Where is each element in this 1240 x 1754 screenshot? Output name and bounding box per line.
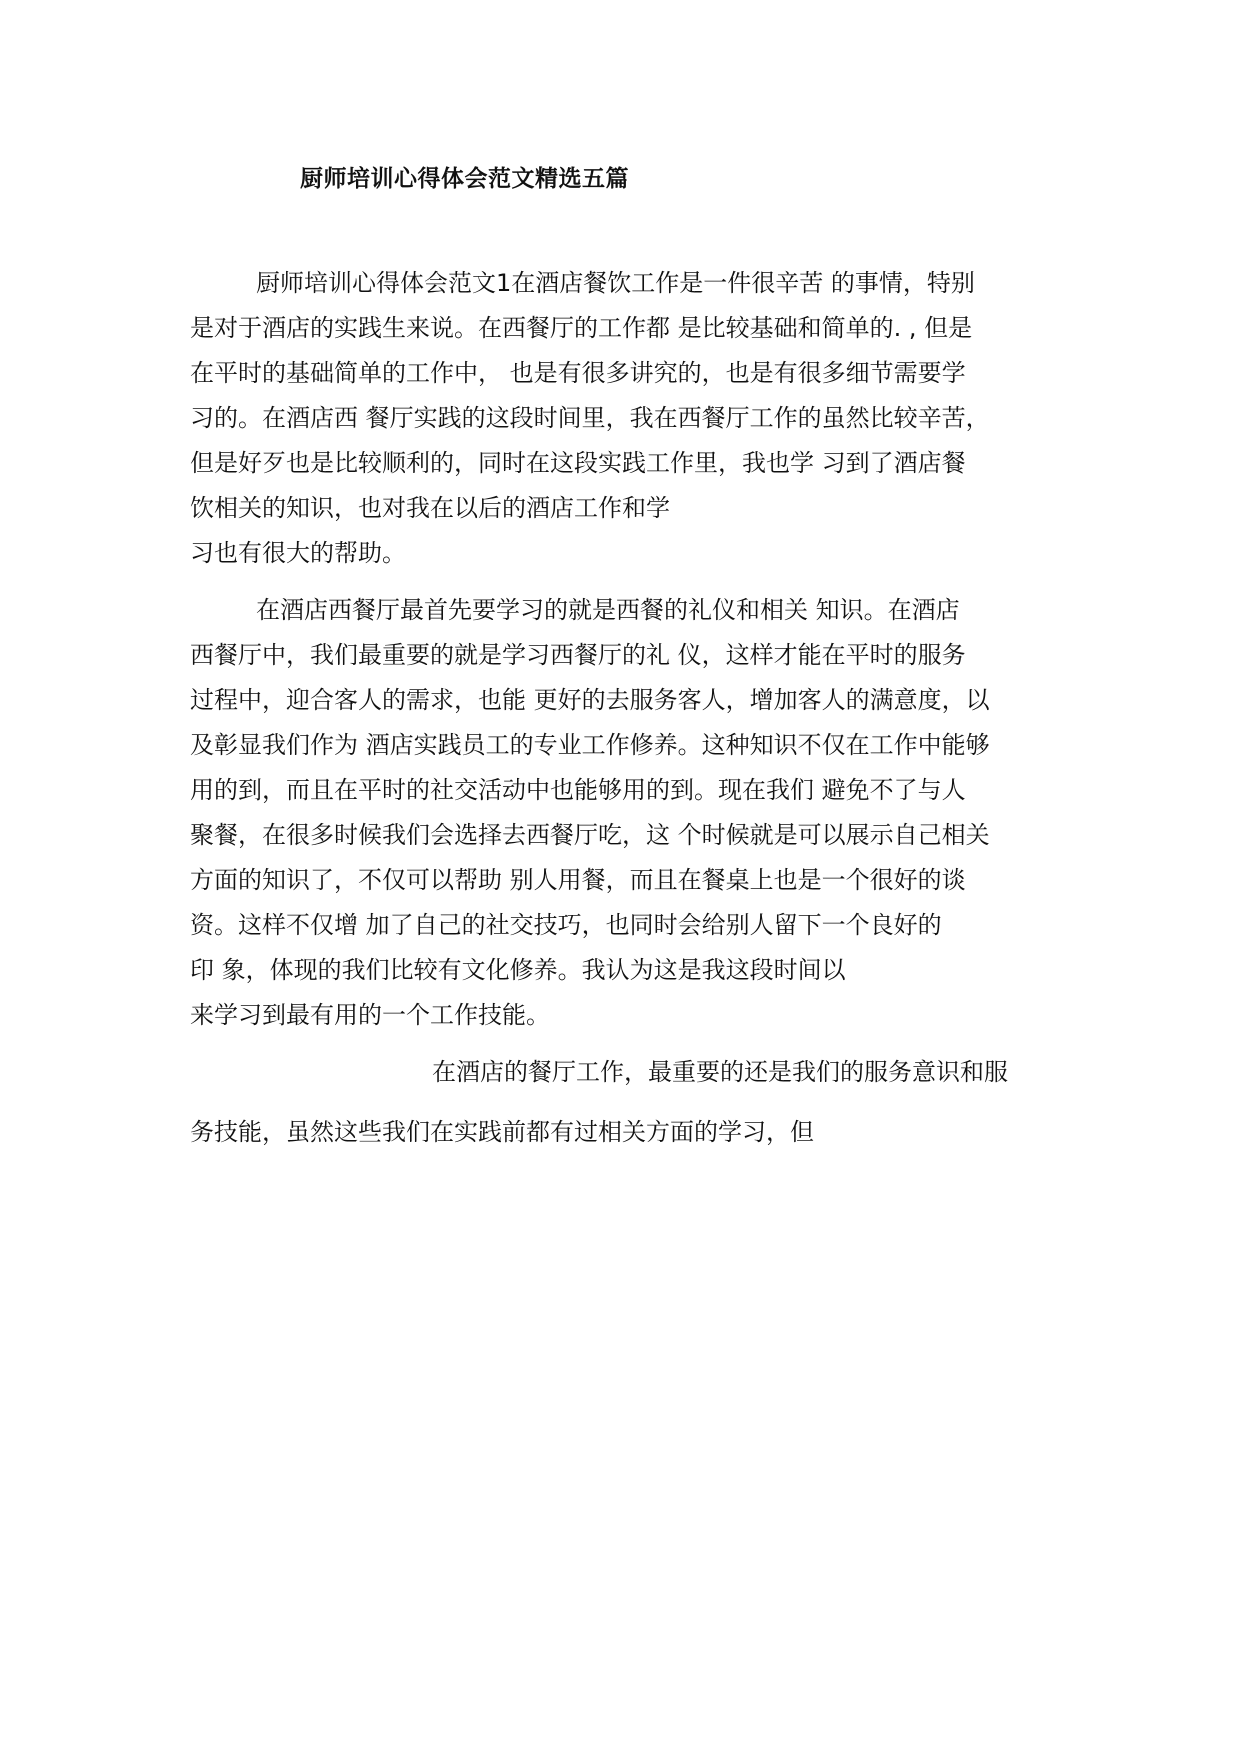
document-title: 厨师培训心得体会范文精选五篇 (300, 166, 629, 192)
text-line: 过程中，迎合客人的需求，也能 更好的去服务客人，增加客人的满意度，以 (190, 686, 990, 714)
text-line: 习也有很大的帮助。 (190, 539, 406, 567)
text-line: 务技能，虽然这些我们在实践前都有过相关方面的学习，但 (190, 1118, 814, 1146)
text-line: 在酒店的餐厅工作，最重要的还是我们的服务意识和服 (432, 1058, 1008, 1086)
text-line: 是对于酒店的实践生来说。在西餐厅的工作都 是比较基础和简单的. , 但是 (190, 314, 973, 342)
text-line: 及彰显我们作为 酒店实践员工的专业工作修养。这种知识不仅在工作中能够 (190, 731, 990, 759)
text-line: 印 象，体现的我们比较有文化修养。我认为这是我这段时间以 (190, 956, 846, 984)
text-line: 在平时的基础简单的工作中， 也是有很多讲究的，也是有很多细节需要学 (190, 359, 966, 387)
text-line: 在酒店西餐厅最首先要学习的就是西餐的礼仪和相关 知识。在酒店 (256, 596, 960, 624)
text-line: 但是好歹也是比较顺利的，同时在这段实践工作里，我也学 习到了酒店餐 (190, 449, 966, 477)
text-line: 方面的知识了，不仅可以帮助 别人用餐，而且在餐桌上也是一个很好的谈 (190, 866, 966, 894)
text-line: 用的到，而且在平时的社交活动中也能够用的到。现在我们 避免不了与人 (190, 776, 966, 804)
text-line: 习的。在酒店西 餐厅实践的这段时间里，我在西餐厅工作的虽然比较辛苦， (190, 404, 990, 432)
text-line: 聚餐，在很多时候我们会选择去西餐厅吃，这 个时候就是可以展示自己相关 (190, 821, 990, 849)
text-line: 西餐厅中，我们最重要的就是学习西餐厅的礼 仪，这样才能在平时的服务 (190, 641, 966, 669)
text-line: 来学习到最有用的一个工作技能。 (190, 1001, 550, 1029)
text-line: 饮相关的知识，也对我在以后的酒店工作和学 (190, 494, 670, 522)
text-line: 厨师培训心得体会范文1在酒店餐饮工作是一件很辛苦 的事情，特别 (256, 269, 975, 297)
text-line: 资。这样不仅增 加了自己的社交技巧，也同时会给别人留下一个良好的 (190, 911, 942, 939)
